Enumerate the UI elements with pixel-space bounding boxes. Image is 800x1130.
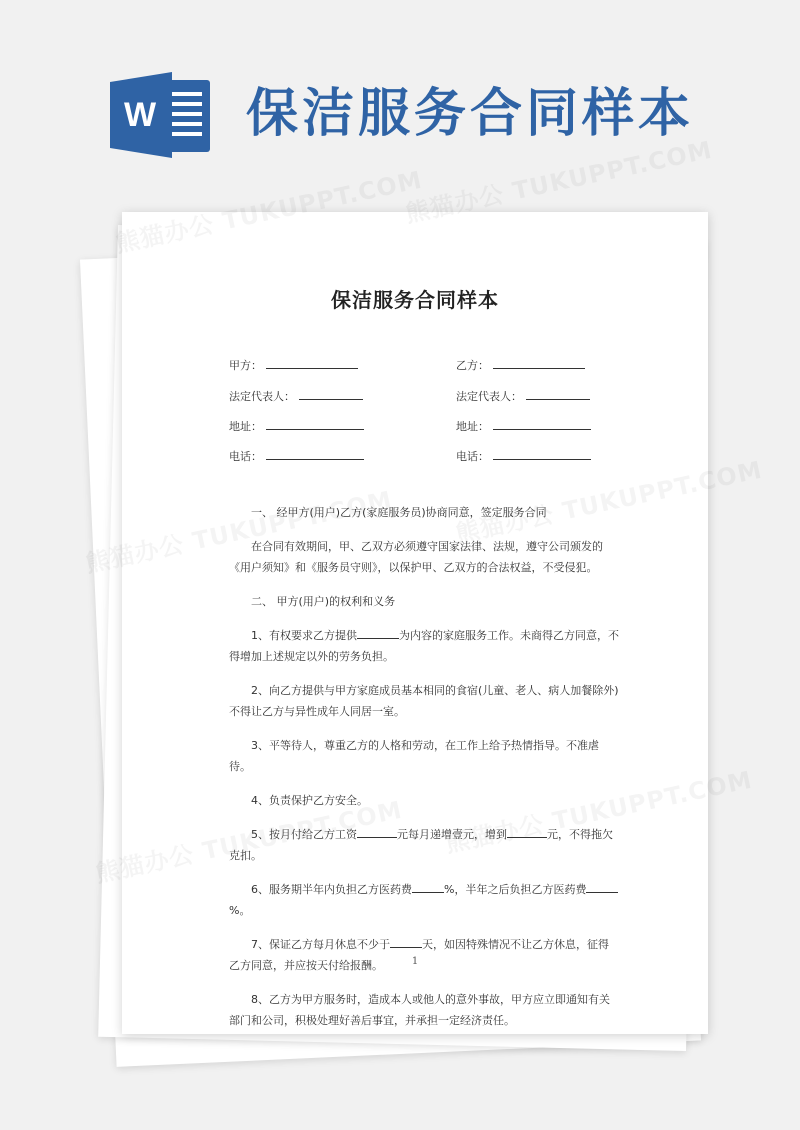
blank-line	[412, 881, 444, 893]
clause-2: 2、向乙方提供与甲方家庭成员基本相同的食宿(儿童、老人、病人加餐除外)不得让乙方与异性成年人同居一室。	[229, 684, 619, 718]
page-number: 1	[411, 956, 419, 967]
field-label: 地址：	[456, 420, 489, 433]
blank-line	[357, 826, 397, 838]
party-b-representative-field	[456, 388, 590, 404]
field-label: 法定代表人：	[229, 390, 295, 403]
clause-text: %。	[229, 904, 251, 917]
clause-text: 元每月递增壹元，增到	[397, 828, 507, 841]
document-title: 保洁服务合同样本	[331, 288, 499, 312]
blank-line	[493, 419, 591, 430]
blank-line	[357, 627, 399, 639]
clause-text: %，半年之后负担乙方医药费	[444, 883, 587, 896]
blank-line	[493, 449, 591, 460]
blank-line	[390, 936, 422, 948]
word-document-icon	[110, 72, 214, 158]
field-label: 电话：	[229, 450, 262, 463]
clause-text: 天，如因特殊情况不让乙方休息，征得乙方同意，并应按天付给报酬。	[229, 938, 609, 972]
blank-line	[266, 419, 364, 430]
blank-line	[493, 358, 585, 369]
field-label: 电话：	[456, 450, 489, 463]
document-page	[122, 212, 708, 1034]
party-a-address-field	[229, 418, 364, 434]
blank-line	[299, 389, 363, 400]
blank-line	[526, 389, 590, 400]
clause-text: 7、保证乙方每月休息不少于	[251, 938, 390, 951]
clause-text: 元，不得拖欠克扣。	[229, 828, 613, 862]
blank-line	[266, 358, 358, 369]
banner-title: 保洁服务合同样本	[246, 84, 695, 144]
party-a-field	[229, 357, 358, 373]
word-icon-letter: W	[123, 96, 157, 134]
section-heading: 一、 经甲方(用户)乙方(家庭服务员)协商同意，签定服务合同	[251, 506, 547, 519]
blank-line	[266, 449, 364, 460]
clause-text: 5、按月付给乙方工资	[251, 828, 357, 841]
clause-8: 8、乙方为甲方服务时，造成本人或他人的意外事故，甲方应立即通知有关部门和公司，积极处理好善后事宜，并承担一定经济责任。	[229, 993, 610, 1027]
clause-4: 4、负责保护乙方安全。	[251, 794, 368, 807]
party-a-representative-field	[229, 388, 363, 404]
clause-5	[229, 824, 619, 866]
clause-7	[229, 934, 619, 976]
field-label: 甲方：	[229, 359, 262, 372]
clause-text: 6、服务期半年内负担乙方医药费	[251, 883, 412, 896]
party-b-phone-field	[456, 448, 591, 464]
blank-line	[586, 881, 618, 893]
section-heading: 二、 甲方(用户)的权利和义务	[251, 595, 396, 608]
field-label: 法定代表人：	[456, 390, 522, 403]
clause-3: 3、平等待人，尊重乙方的人格和劳动，在工作上给予热情指导。不准虐待。	[229, 739, 599, 773]
clause-text: 为内容的家庭服务工作。未商得乙方同意，不得增加上述规定以外的劳务负担。	[229, 629, 619, 663]
field-label: 乙方：	[456, 359, 489, 372]
paragraph: 在合同有效期间，甲、乙双方必须遵守国家法律、法规，遵守公司颁发的《用户须知》和《服务员守则》，以保护甲、乙双方的合法权益，不受侵犯。	[229, 540, 603, 574]
blank-line	[507, 826, 547, 838]
clause-6	[229, 879, 619, 921]
field-label: 地址：	[229, 420, 262, 433]
party-a-phone-field	[229, 448, 364, 464]
party-b-address-field	[456, 418, 591, 434]
clause-text: 1、有权要求乙方提供	[251, 629, 357, 642]
clause-1	[229, 625, 619, 667]
party-b-field	[456, 357, 585, 373]
